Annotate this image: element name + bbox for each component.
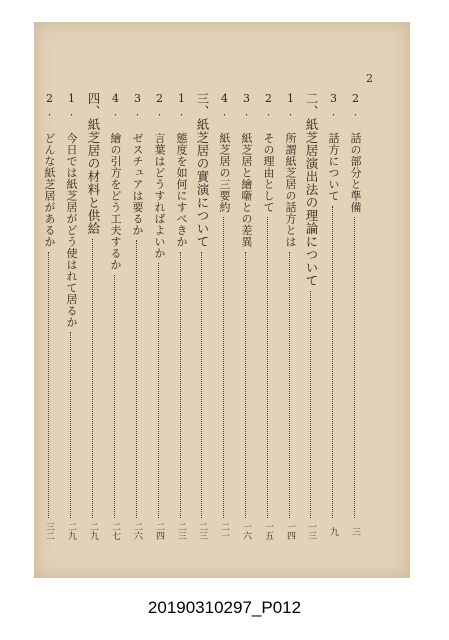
dot-leader [136,240,137,518]
toc-page-number: 三二 [44,522,54,540]
toc-entry [172,92,190,542]
toc-page-number: 一三 [306,522,316,540]
dot-leader [354,217,355,518]
toc-entry-title: 1. 態度を如何にすべきか [175,92,188,248]
toc-entry-title: 2. その理由として [262,92,275,213]
toc-page-number: 二九 [88,522,98,540]
toc-entry [193,92,211,542]
dot-leader [289,252,290,519]
toc-entry [62,92,80,542]
toc-entry-title: 3. 話方について [327,92,340,202]
toc-entry [281,92,299,542]
toc-page-number: 二三 [176,522,186,540]
toc-entry-title: 3. ゼスチュアは要るか [131,92,144,236]
toc-section-heading: 四、紙芝居の材料と供給 [86,92,101,235]
page-number: 2 [366,72,373,85]
dot-leader [310,291,311,518]
toc-entry [302,92,320,542]
toc-section-heading: 二、紙芝居演出法の理論について [304,92,319,287]
toc-page-number: 三 [350,526,360,536]
toc-entry-title: 4. 紙芝居の三要約 [218,92,231,213]
toc-page-number: 二一 [219,522,229,540]
image-caption: 20190310297_P012 [147,598,302,617]
dot-leader [201,252,202,518]
dot-leader [114,275,115,519]
toc-entry-title: 2. 話の部分と準備 [349,92,362,213]
toc-entry [128,92,146,542]
toc-entry [150,92,168,542]
toc-entry-title: 4. 繪の引方をどう工夫するか [109,92,122,271]
dot-leader [70,332,71,518]
dot-leader [332,206,333,519]
toc-page-number: 一六 [241,522,251,540]
dot-leader [245,252,246,519]
toc-page-number: 一四 [285,522,295,540]
toc-page-number: 二七 [110,522,120,540]
toc-entry-title: 1. 今日では紙芝居がどう使はれて居るか [65,92,78,328]
toc-entry [237,92,255,542]
dot-leader [92,239,93,518]
toc-entry [215,92,233,542]
toc-entry-title: 3. 紙芝居と繪噺との差異 [240,92,253,248]
toc-entry [324,92,342,542]
toc-entry-title: 2. 言葉はどうすればよいか [153,92,166,259]
dot-leader [267,217,268,518]
dot-leader [223,217,224,518]
toc-entry [106,92,124,542]
dot-leader [158,263,159,518]
toc-page-number: 二四 [154,522,164,540]
dot-leader [48,252,49,519]
toc-entry [346,92,364,542]
toc-entry-title: 1. 所謂紙芝居の話方とは [284,92,297,248]
toc-page-number: 九 [328,526,338,536]
toc-entry-title: 2. どんな紙芝居があるか [43,92,56,248]
toc-page-number: 二三 [197,522,207,540]
toc-section-heading: 三、紙芝居の實演について [195,92,210,248]
toc-page-number: 一五 [263,522,273,540]
dot-leader [180,252,181,519]
toc-entry [40,92,58,542]
toc-entry [84,92,102,542]
toc-entry [259,92,277,542]
toc-page-number: 二六 [132,522,142,540]
toc-page-number: 二九 [66,522,76,540]
